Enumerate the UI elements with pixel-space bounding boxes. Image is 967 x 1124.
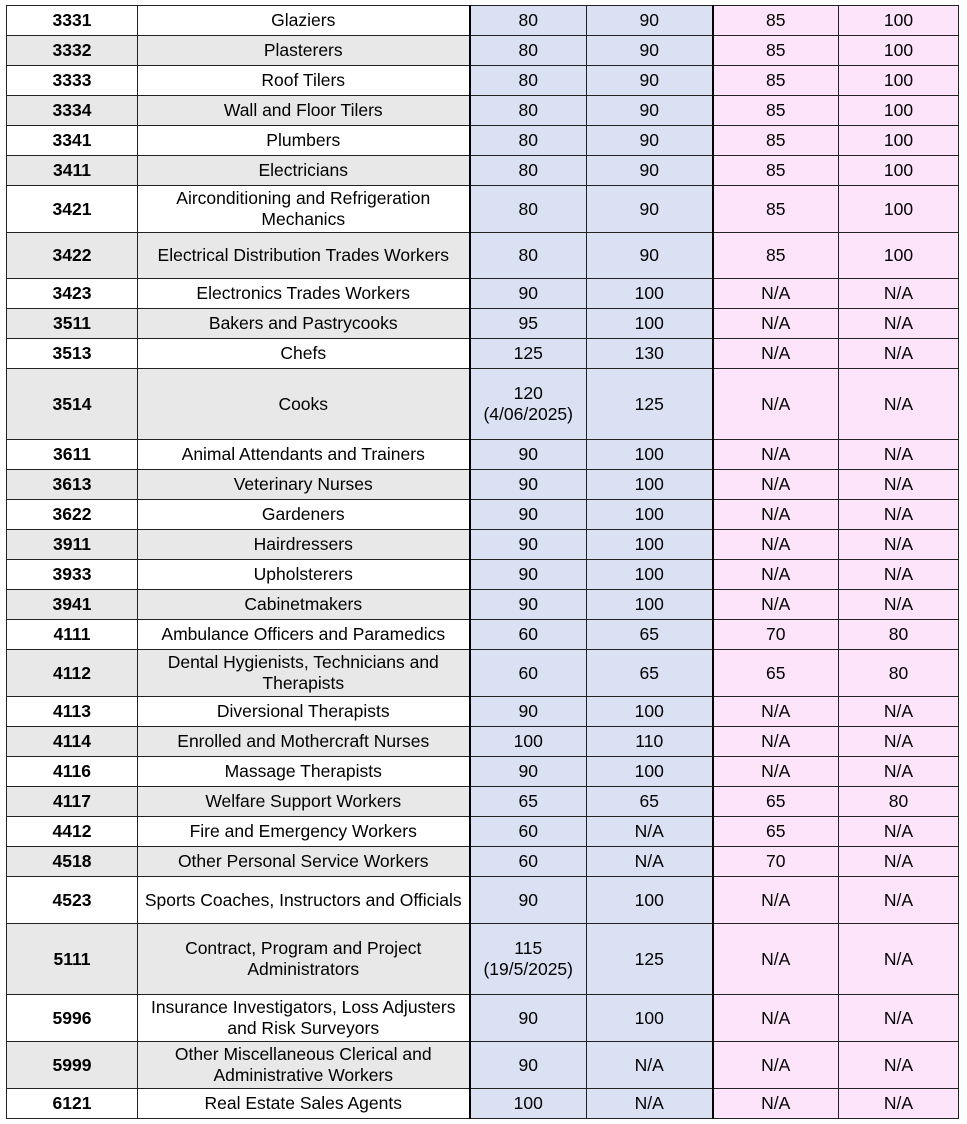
occupation-code-cell: 3423 xyxy=(7,279,138,309)
occupation-code-cell: 3622 xyxy=(7,500,138,530)
value-cell-2: 125 xyxy=(587,369,713,440)
occupation-name-cell: Electricians xyxy=(138,156,470,186)
occupation-code-cell: 4117 xyxy=(7,787,138,817)
table-row xyxy=(7,440,959,470)
value-cell-4: N/A xyxy=(839,369,959,440)
value-cell-3: N/A xyxy=(713,995,839,1042)
occupation-code-cell: 5999 xyxy=(7,1042,138,1089)
table-row xyxy=(7,995,959,1042)
value-cell-4: 80 xyxy=(839,620,959,650)
value-cell-1: 80 xyxy=(470,186,587,233)
value-cell-4: N/A xyxy=(839,309,959,339)
table-row xyxy=(7,500,959,530)
occupation-name-cell: Contract, Program and Project Administrators xyxy=(138,924,470,995)
occupation-name-cell: Sports Coaches, Instructors and Officials xyxy=(138,877,470,924)
value-cell-4: N/A xyxy=(839,530,959,560)
value-cell-3: N/A xyxy=(713,924,839,995)
value-cell-3: 65 xyxy=(713,650,839,697)
value-cell-4: N/A xyxy=(839,590,959,620)
value-cell-1: 90 xyxy=(470,590,587,620)
occupation-name-cell: Welfare Support Workers xyxy=(138,787,470,817)
value-cell-2: 90 xyxy=(587,126,713,156)
value-cell-4: 100 xyxy=(839,96,959,126)
value-cell-1: 80 xyxy=(470,126,587,156)
value-cell-3: 85 xyxy=(713,36,839,66)
table-row xyxy=(7,924,959,995)
occupation-name-cell: Hairdressers xyxy=(138,530,470,560)
table-row xyxy=(7,369,959,440)
occupation-code-cell: 3514 xyxy=(7,369,138,440)
value-cell-3: N/A xyxy=(713,560,839,590)
value-cell-2: N/A xyxy=(587,847,713,877)
value-cell-1: 90 xyxy=(470,530,587,560)
table-row xyxy=(7,96,959,126)
value-cell-3: 85 xyxy=(713,66,839,96)
value-cell-2: 65 xyxy=(587,620,713,650)
value-cell-3: N/A xyxy=(713,440,839,470)
value-cell-2: 90 xyxy=(587,186,713,233)
occupation-name-cell: Glaziers xyxy=(138,6,470,36)
occupation-code-cell: 3411 xyxy=(7,156,138,186)
value-cell-2: 100 xyxy=(587,530,713,560)
value-cell-3: N/A xyxy=(713,339,839,369)
table-row xyxy=(7,186,959,233)
occupation-code-cell: 4523 xyxy=(7,877,138,924)
occupation-code-cell: 5996 xyxy=(7,995,138,1042)
value-cell-1: 80 xyxy=(470,66,587,96)
value-cell-1: 90 xyxy=(470,697,587,727)
occupation-name-cell: Ambulance Officers and Paramedics xyxy=(138,620,470,650)
value-cell-4: N/A xyxy=(839,279,959,309)
table-row xyxy=(7,620,959,650)
value-cell-4: N/A xyxy=(839,1042,959,1089)
value-cell-3: N/A xyxy=(713,1042,839,1089)
value-cell-1: 90 xyxy=(470,470,587,500)
value-cell-2: 90 xyxy=(587,233,713,279)
occupation-code-cell: 3911 xyxy=(7,530,138,560)
occupation-name-cell: Other Miscellaneous Clerical and Administrative Workers xyxy=(138,1042,470,1089)
value-cell-1: 90 xyxy=(470,1042,587,1089)
value-cell-2: 100 xyxy=(587,279,713,309)
value-cell-1: 90 xyxy=(470,279,587,309)
value-cell-1: 90 xyxy=(470,500,587,530)
value-cell-1: 90 xyxy=(470,560,587,590)
table-row xyxy=(7,126,959,156)
value-cell-4: 100 xyxy=(839,156,959,186)
table-row xyxy=(7,847,959,877)
occupation-code-cell: 6121 xyxy=(7,1089,138,1119)
table-row xyxy=(7,590,959,620)
table-row xyxy=(7,309,959,339)
value-cell-4: 100 xyxy=(839,126,959,156)
occupation-name-cell: Airconditioning and Refrigeration Mechanics xyxy=(138,186,470,233)
value-cell-3: 85 xyxy=(713,96,839,126)
occupation-code-cell: 3333 xyxy=(7,66,138,96)
value-cell-4: N/A xyxy=(839,697,959,727)
value-cell-3: N/A xyxy=(713,530,839,560)
value-cell-4: 100 xyxy=(839,6,959,36)
value-cell-4: N/A xyxy=(839,995,959,1042)
value-cell-2: 90 xyxy=(587,66,713,96)
table-row xyxy=(7,757,959,787)
value-cell-2: 65 xyxy=(587,650,713,697)
value-cell-1: 80 xyxy=(470,233,587,279)
value-cell-4: N/A xyxy=(839,757,959,787)
occupation-name-cell: Dental Hygienists, Technicians and Therapists xyxy=(138,650,470,697)
occupation-name-cell: Cooks xyxy=(138,369,470,440)
value-cell-3: N/A xyxy=(713,757,839,787)
table-row xyxy=(7,787,959,817)
table-row xyxy=(7,817,959,847)
value-cell-3: N/A xyxy=(713,727,839,757)
value-cell-4: N/A xyxy=(839,440,959,470)
table-row xyxy=(7,877,959,924)
table-row xyxy=(7,560,959,590)
value-cell-4: N/A xyxy=(839,847,959,877)
value-cell-1: 80 xyxy=(470,96,587,126)
table-row xyxy=(7,66,959,96)
value-cell-2: N/A xyxy=(587,1042,713,1089)
occupation-name-cell: Insurance Investigators, Loss Adjusters and Risk Surveyors xyxy=(138,995,470,1042)
value-cell-3: N/A xyxy=(713,279,839,309)
value-cell-2: 110 xyxy=(587,727,713,757)
occupation-code-cell: 3613 xyxy=(7,470,138,500)
value-cell-2: 90 xyxy=(587,156,713,186)
value-cell-4: N/A xyxy=(839,924,959,995)
value-cell-2: 65 xyxy=(587,787,713,817)
value-cell-1: 125 xyxy=(470,339,587,369)
value-cell-2: 90 xyxy=(587,96,713,126)
value-cell-3: N/A xyxy=(713,309,839,339)
table-row xyxy=(7,6,959,36)
occupation-code-cell: 4412 xyxy=(7,817,138,847)
value-cell-1: 95 xyxy=(470,309,587,339)
table-body xyxy=(7,6,959,1119)
occupation-code-cell: 4114 xyxy=(7,727,138,757)
occupation-code-cell: 3334 xyxy=(7,96,138,126)
table-row xyxy=(7,470,959,500)
value-cell-4: N/A xyxy=(839,470,959,500)
value-cell-1: 90 xyxy=(470,877,587,924)
value-cell-1: 80 xyxy=(470,156,587,186)
value-cell-3: 85 xyxy=(713,6,839,36)
value-cell-2: 130 xyxy=(587,339,713,369)
value-cell-4: N/A xyxy=(839,560,959,590)
value-cell-3: N/A xyxy=(713,1089,839,1119)
value-cell-3: 65 xyxy=(713,787,839,817)
value-cell-4: 100 xyxy=(839,36,959,66)
occupation-name-cell: Plasterers xyxy=(138,36,470,66)
table-row xyxy=(7,233,959,279)
value-cell-4: N/A xyxy=(839,877,959,924)
occupation-name-cell: Fire and Emergency Workers xyxy=(138,817,470,847)
value-cell-3: N/A xyxy=(713,369,839,440)
value-cell-1: 120 (4/06/2025) xyxy=(470,369,587,440)
value-cell-3: N/A xyxy=(713,470,839,500)
value-cell-2: 100 xyxy=(587,470,713,500)
value-cell-2: 90 xyxy=(587,6,713,36)
table-row xyxy=(7,339,959,369)
value-cell-2: 100 xyxy=(587,995,713,1042)
occupation-name-cell: Enrolled and Mothercraft Nurses xyxy=(138,727,470,757)
value-cell-1: 100 xyxy=(470,727,587,757)
occupation-code-cell: 3513 xyxy=(7,339,138,369)
value-cell-1: 115 (19/5/2025) xyxy=(470,924,587,995)
occupation-code-cell: 3933 xyxy=(7,560,138,590)
table-row xyxy=(7,279,959,309)
occupation-name-cell: Real Estate Sales Agents xyxy=(138,1089,470,1119)
value-cell-1: 60 xyxy=(470,817,587,847)
value-cell-4: N/A xyxy=(839,727,959,757)
value-cell-4: 80 xyxy=(839,787,959,817)
occupation-code-cell: 4113 xyxy=(7,697,138,727)
table-row xyxy=(7,650,959,697)
value-cell-4: 100 xyxy=(839,233,959,279)
value-cell-3: N/A xyxy=(713,877,839,924)
occupation-table xyxy=(6,5,959,1119)
value-cell-3: N/A xyxy=(713,500,839,530)
value-cell-3: 85 xyxy=(713,186,839,233)
value-cell-1: 65 xyxy=(470,787,587,817)
value-cell-3: 65 xyxy=(713,817,839,847)
occupation-code-cell: 3422 xyxy=(7,233,138,279)
occupation-code-cell: 3331 xyxy=(7,6,138,36)
occupation-name-cell: Roof Tilers xyxy=(138,66,470,96)
value-cell-4: N/A xyxy=(839,817,959,847)
value-cell-2: 125 xyxy=(587,924,713,995)
occupation-name-cell: Electronics Trades Workers xyxy=(138,279,470,309)
occupation-name-cell: Other Personal Service Workers xyxy=(138,847,470,877)
occupation-code-cell: 4112 xyxy=(7,650,138,697)
occupation-code-cell: 4116 xyxy=(7,757,138,787)
occupation-code-cell: 3941 xyxy=(7,590,138,620)
occupation-code-cell: 3611 xyxy=(7,440,138,470)
value-cell-1: 80 xyxy=(470,6,587,36)
value-cell-2: 100 xyxy=(587,590,713,620)
value-cell-4: N/A xyxy=(839,500,959,530)
value-cell-1: 80 xyxy=(470,36,587,66)
value-cell-2: N/A xyxy=(587,817,713,847)
value-cell-1: 60 xyxy=(470,650,587,697)
value-cell-3: 70 xyxy=(713,847,839,877)
value-cell-2: 100 xyxy=(587,500,713,530)
value-cell-1: 90 xyxy=(470,440,587,470)
occupation-name-cell: Wall and Floor Tilers xyxy=(138,96,470,126)
value-cell-3: 85 xyxy=(713,126,839,156)
occupation-name-cell: Plumbers xyxy=(138,126,470,156)
occupation-name-cell: Electrical Distribution Trades Workers xyxy=(138,233,470,279)
value-cell-4: N/A xyxy=(839,339,959,369)
value-cell-4: N/A xyxy=(839,1089,959,1119)
value-cell-1: 90 xyxy=(470,757,587,787)
value-cell-4: 80 xyxy=(839,650,959,697)
value-cell-3: N/A xyxy=(713,697,839,727)
value-cell-3: 85 xyxy=(713,233,839,279)
table-row xyxy=(7,156,959,186)
occupation-code-cell: 3332 xyxy=(7,36,138,66)
table-row xyxy=(7,1089,959,1119)
occupation-code-cell: 3511 xyxy=(7,309,138,339)
value-cell-2: 100 xyxy=(587,309,713,339)
occupation-code-cell: 4518 xyxy=(7,847,138,877)
occupation-code-cell: 3421 xyxy=(7,186,138,233)
occupation-name-cell: Cabinetmakers xyxy=(138,590,470,620)
table-row xyxy=(7,727,959,757)
value-cell-2: 100 xyxy=(587,560,713,590)
table-row xyxy=(7,36,959,66)
occupation-code-cell: 4111 xyxy=(7,620,138,650)
table-row xyxy=(7,530,959,560)
value-cell-3: 70 xyxy=(713,620,839,650)
value-cell-4: 100 xyxy=(839,186,959,233)
table-row xyxy=(7,1042,959,1089)
occupation-name-cell: Veterinary Nurses xyxy=(138,470,470,500)
value-cell-2: N/A xyxy=(587,1089,713,1119)
occupation-name-cell: Massage Therapists xyxy=(138,757,470,787)
value-cell-2: 90 xyxy=(587,36,713,66)
value-cell-1: 60 xyxy=(470,847,587,877)
occupation-name-cell: Animal Attendants and Trainers xyxy=(138,440,470,470)
occupation-name-cell: Bakers and Pastrycooks xyxy=(138,309,470,339)
value-cell-2: 100 xyxy=(587,757,713,787)
occupation-code-cell: 3341 xyxy=(7,126,138,156)
value-cell-1: 100 xyxy=(470,1089,587,1119)
value-cell-2: 100 xyxy=(587,877,713,924)
occupation-name-cell: Upholsterers xyxy=(138,560,470,590)
value-cell-3: 85 xyxy=(713,156,839,186)
value-cell-2: 100 xyxy=(587,440,713,470)
occupation-name-cell: Chefs xyxy=(138,339,470,369)
value-cell-2: 100 xyxy=(587,697,713,727)
value-cell-3: N/A xyxy=(713,590,839,620)
occupation-name-cell: Diversional Therapists xyxy=(138,697,470,727)
table-row xyxy=(7,697,959,727)
value-cell-1: 90 xyxy=(470,995,587,1042)
value-cell-4: 100 xyxy=(839,66,959,96)
occupation-name-cell: Gardeners xyxy=(138,500,470,530)
occupation-code-cell: 5111 xyxy=(7,924,138,995)
value-cell-1: 60 xyxy=(470,620,587,650)
